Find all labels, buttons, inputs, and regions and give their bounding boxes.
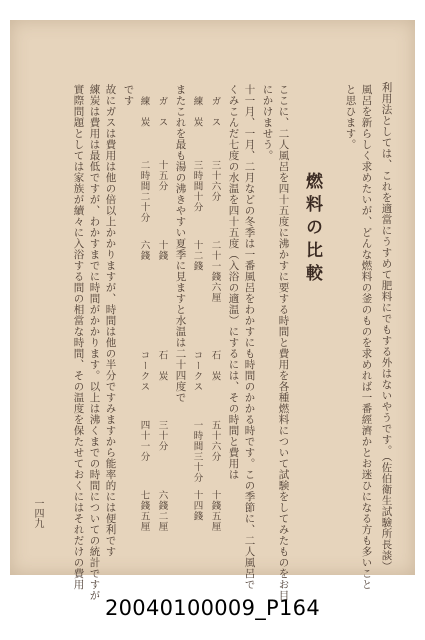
- image-caption: 20040100009_P164: [104, 596, 320, 620]
- table1-row1-fuel: ガ ス: [209, 96, 221, 128]
- intro-line-2: 風呂を新らしく求めたいが、どんな燃料の釜のものを求めれば一番經濟かとお迷ひになる方も多いこと: [360, 84, 373, 590]
- table2-row2-cost: 六錢: [138, 240, 150, 261]
- table1-row1-time: 三十六分: [209, 160, 221, 202]
- table1-row4-fuel: コークス: [191, 350, 203, 392]
- table2-row3-cost: 六錢二厘: [156, 490, 168, 532]
- table1-row3-cost: 十錢五厘: [209, 490, 221, 532]
- intro-line-3: と思ひます。: [344, 84, 357, 150]
- table2-row3-time: 三十分: [156, 420, 168, 452]
- table1-row3-time: 五十六分: [209, 420, 221, 462]
- table1-row2-time: 三時間十分: [191, 160, 203, 213]
- table2-row1-time: 十五分: [156, 160, 168, 192]
- intro-line-5: にかけませう。: [261, 84, 274, 161]
- table1-row2-cost: 十二錢: [191, 240, 203, 272]
- closing-line-1: 故にガスは費用は他の倍以上かかりますが、時間は他の半分ですみますから能率的には便利です: [104, 84, 117, 557]
- closing-line-3: 實際問題としては家族が續々に入浴する間の相當な時間、その温度を保たせておくにはそれだけの費用: [72, 84, 85, 590]
- table1-row1-cost: 二十一錢六厘: [209, 240, 221, 303]
- table2-row2-time: 二時間二十分: [138, 160, 150, 223]
- intro-line-4: ここに、二人風呂を四十五度に沸かすに要する時間と費用を各種燃料について試験をしてみたものをお目: [277, 84, 290, 601]
- table1-row4-cost: 十四錢: [191, 490, 203, 522]
- table2-row4-fuel: コークス: [138, 350, 150, 392]
- intro-line-6: 十一月、一月、二月などの冬季は一番風呂をわかすにも時間のかかる時です。この季節に、二人風呂で: [243, 84, 256, 590]
- tail-word: です: [122, 84, 135, 106]
- closing-line-2: 練炭は費用は最低ですが、わかすまでに時間がかかります。以上は沸くまでの時間についての統計ですが: [88, 84, 101, 601]
- table2-row1-fuel: ガ ス: [156, 96, 168, 128]
- table2-row1-cost: 十錢: [156, 240, 168, 261]
- table2-row2-fuel: 練 炭: [138, 96, 150, 128]
- table1-row2-fuel: 練 炭: [191, 96, 203, 128]
- page-number: 一四九: [32, 498, 43, 528]
- title: 燃料の比較: [302, 172, 322, 287]
- intro-line-1: 利用法としては、これを適當にうすめて肥料にでもする外はないやうです。（佐伯衛生試驗所長談）: [380, 82, 393, 572]
- document-page: [10, 20, 415, 601]
- table2-row4-time: 四十一分: [138, 420, 150, 462]
- middle-line: またこれを最も湯の沸きやすい夏季に見ますと水温は二十四度で: [174, 84, 187, 403]
- table1-row3-fuel: 石 炭: [209, 350, 221, 382]
- table2-row3-fuel: 石 炭: [156, 350, 168, 382]
- intro-line-7: くみこんだ七度の水温を四十五度（入浴の適温）にするには、その時間と費用は: [227, 84, 240, 480]
- table1-row4-time: 一時間三十分: [191, 420, 203, 483]
- table2-row4-cost: 七錢五厘: [138, 490, 150, 532]
